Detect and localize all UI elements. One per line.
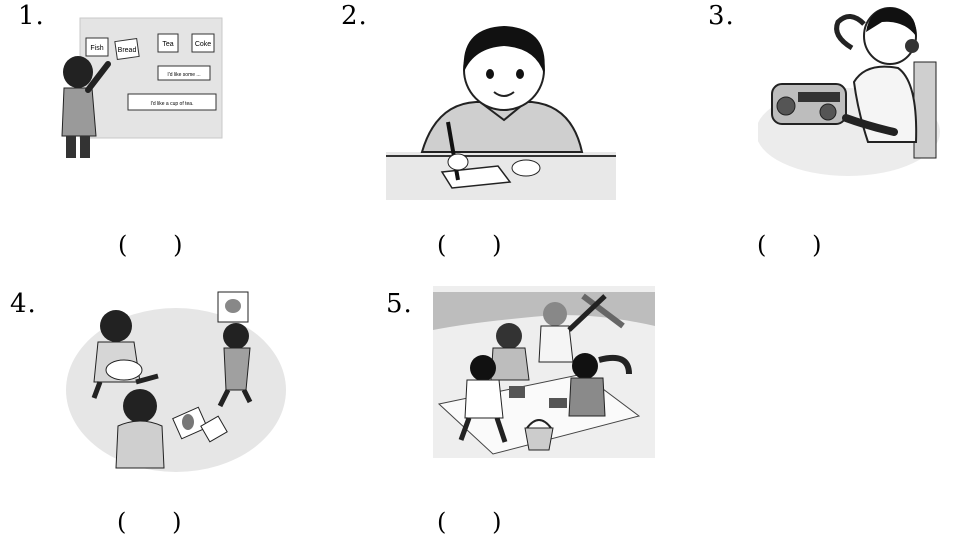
item-1-answer-blank[interactable]: ( ) — [118, 231, 183, 259]
item-5-answer-blank[interactable]: ( ) — [437, 508, 502, 536]
word-card-4: Coke — [194, 41, 212, 48]
item-3-number: 3. — [708, 1, 735, 31]
item-2-answer-blank[interactable]: ( ) — [437, 231, 502, 259]
word-card-3: Tea — [162, 41, 174, 48]
girl-writing-at-desk-icon — [386, 12, 616, 200]
children-playing-with-picture-cards-icon — [64, 286, 290, 476]
item-5-number: 5. — [386, 289, 413, 319]
item-4-number: 4. — [10, 289, 37, 319]
boy-posting-word-cards-on-board-icon — [58, 14, 228, 164]
sentence-card-1: I'd like some ... — [167, 72, 201, 78]
item-1-number: 1. — [18, 1, 45, 31]
sentence-card-2: I'd like a cup of tea. — [150, 101, 194, 107]
boy-listening-to-radio-with-headphones-icon — [758, 2, 948, 184]
children-having-picnic-icon — [433, 286, 655, 458]
word-card-1: Fish — [90, 45, 104, 52]
word-card-2: Bread — [117, 47, 137, 54]
item-4-answer-blank[interactable]: ( ) — [117, 508, 182, 536]
item-2-number: 2. — [341, 1, 368, 31]
item-3-answer-blank[interactable]: ( ) — [757, 231, 822, 259]
